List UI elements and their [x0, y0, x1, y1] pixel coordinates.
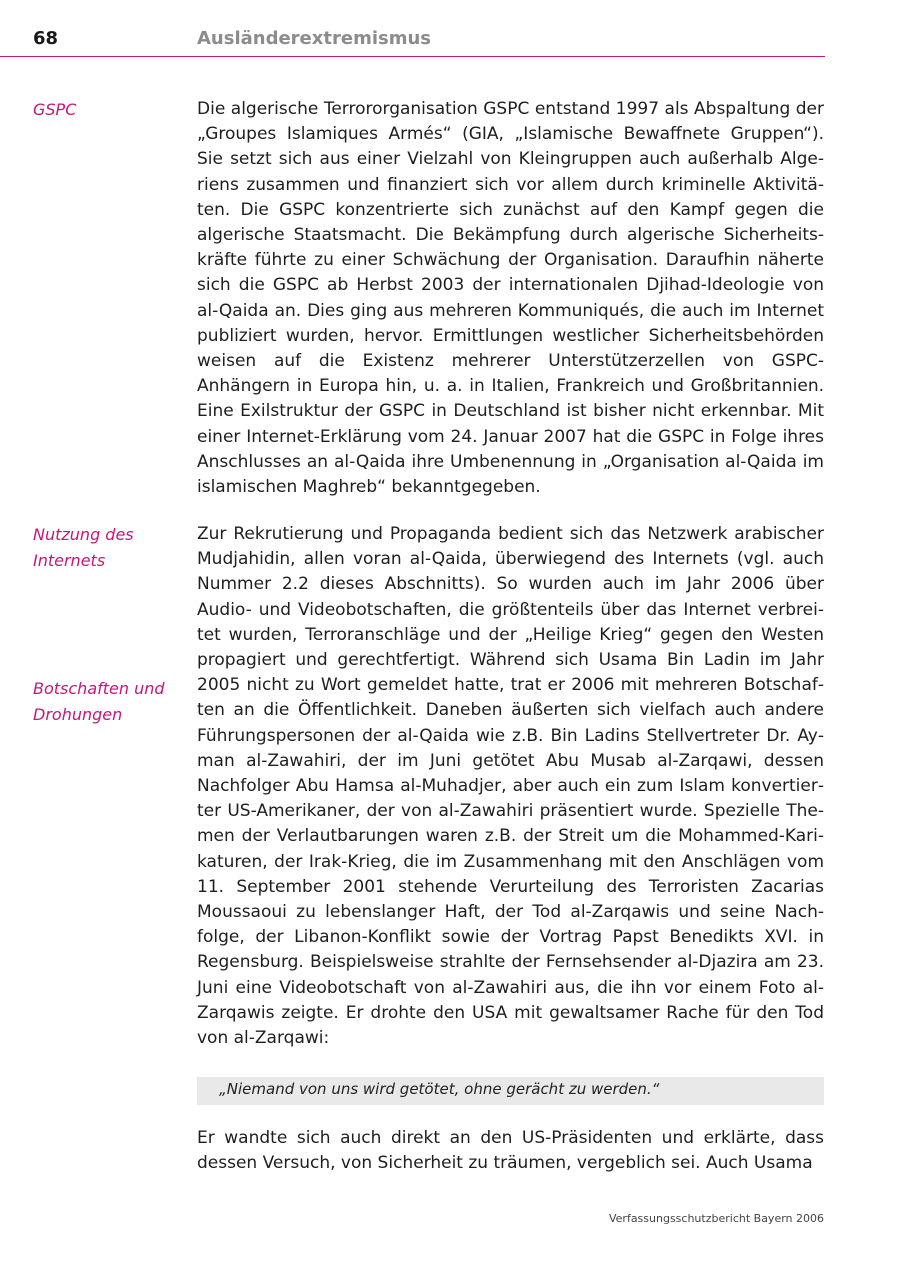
quote-text: „Niemand von uns wird getötet, ohne gerächt zu werden.“ — [219, 1080, 660, 1098]
margin-note-gspc: GSPC — [33, 100, 77, 119]
header-rule — [0, 56, 825, 57]
paragraph-gspc: Die algerische Terrororganisation GSPC entstand 1997 als Abspaltung der „Groupes Islamiques Armés“ (GIA, „Islamische Bewaffnete Gruppen“). Sie setzt sich aus einer Vielzahl von Kleingruppen auch außerhalb Algeriens zusammen und finanziert sich vor allem durch kriminelle Aktivitäten. Die GSPC konzentrierte sich zunächst auf den Kampf gegen die algerische Staatsmacht. Die Bekämpfung durch algerische Sicherheitskräfte führte zu einer Schwächung der Organisation. Daraufhin näherte sich die GSPC ab Herbst 2003 der internationalen Djihad-Ideologie von al-Qaida an. Dies ging aus mehreren Kommuniqués, die auch im Internet publiziert wurden, hervor. Ermittlungen westlicher Sicherheitsbehörden weisen auf die Existenz mehrerer Unterstützerzellen von GSPC-Anhängern in Europa hin, u. a. in Italien, Frankreich und Großbritannien. Eine Exilstruktur der GSPC in Deutschland ist bisher nicht erkennbar. Mit einer Internet-Erklärung vom 24. Januar 2007 hat die GSPC in Folge ihres Anschlusses an al-Qaida ihre Umbenennung in „Organisation al-Qaida im islamischen Maghreb“ bekanntgegeben. — [197, 99, 824, 498]
margin-note-nutzung: Nutzung des Internets — [33, 525, 134, 570]
footer-source: Verfassungsschutzbericht Bayern 2006 — [608, 1212, 824, 1225]
margin-note-botschaften: Botschaften und Drohungen — [33, 679, 165, 724]
quote-box — [197, 1077, 824, 1105]
paragraph-after-quote: Er wandte sich auch direkt an den US-Präsidenten und erklärte, dass dessen Versuch, von Sicherheit zu träumen, vergeblich sei. Auch Usama — [197, 1128, 824, 1174]
running-title: Ausländerextremismus — [197, 28, 431, 49]
page-number: 68 — [33, 28, 59, 49]
page-header — [0, 0, 900, 60]
paragraph-internet: Zur Rekrutierung und Propaganda bedient sich das Netzwerk arabischer Mudjahidin, allen voran al-Qaida, überwiegend des Internets (vgl. auch Nummer 2.2 dieses Abschnitts). So wurden auch im Jahr 2006 über Audio- und Videobotschaften, die größtenteils über das Internet verbreitet wurden, Terroranschläge und der „Heilige Krieg“ gegen den Westen propagiert und gerechtfertigt. Während sich Usama Bin Ladin im Jahr 2005 nicht zu Wort gemeldet hatte, trat er 2006 mit mehreren Botschaften an die Öffentlichkeit. Daneben äußerten sich vielfach auch andere Führungspersonen der al-Qaida wie z.B. Bin Ladins Stellvertreter Dr. Ayman al-Zawahiri, der im Juni getötet Abu Musab al-Zarqawi, dessen Nachfolger Abu Hamsa al-Muhadjer, aber auch ein zum Islam konvertierter US-Amerikaner, der von al-Zawahiri präsentiert wurde. Spezielle Themen der Verlautbarungen waren z.B. der Streit um die Mohammed-Karikaturen, der Irak-Krieg, die im Zusammenhang mit den Anschlägen vom 11. September 2001 stehende Verurteilung des Terroristen Zacarias Moussaoui zu lebenslanger Haft, der Tod al-Zarqawis und seine Nachfolge, der Libanon-Konflikt sowie der Vortrag Papst Benedikts XVI. in Regensburg. Beispielsweise strahlte der Fernsehsender al-Djazira am 23. Juni eine Videobotschaft von al-Zawahiri aus, die ihn vor einem Foto al-Zarqawis zeigte. Er drohte den USA mit gewaltsamer Rache für den Tod von al-Zarqawi: — [197, 524, 824, 1049]
